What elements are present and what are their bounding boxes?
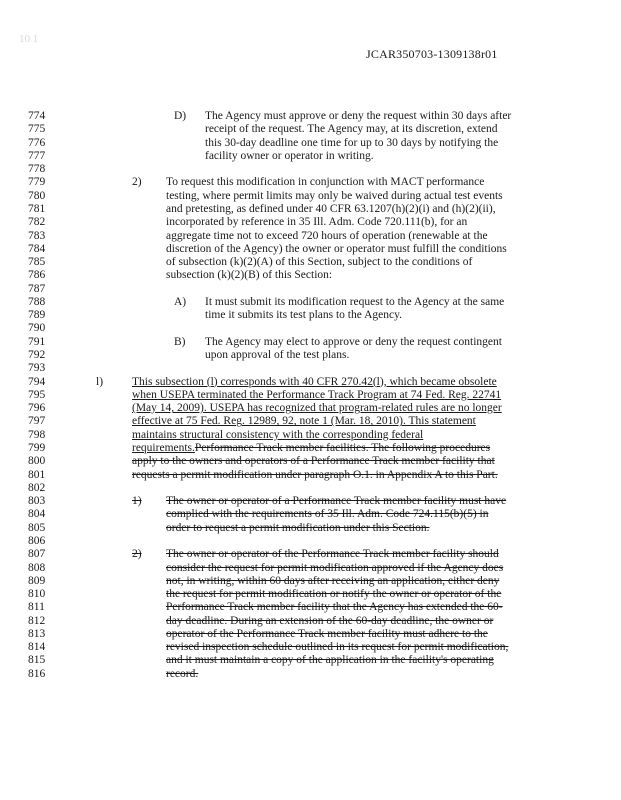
text-line: The owner or operator of a Performance Track member facility must have: [166, 495, 507, 508]
line-number: 786: [28, 269, 46, 282]
line-number: 814: [28, 641, 46, 654]
subsection-label: 1): [132, 495, 142, 508]
line-number: 806: [28, 534, 46, 547]
text-line: the request for permit modification or notify the owner or operator of the: [166, 588, 502, 601]
line-number: 798: [28, 428, 46, 441]
line-number: 789: [28, 309, 46, 322]
line-number: 813: [28, 627, 46, 640]
line-number: 774: [28, 110, 46, 122]
text-line: consider the request for permit modification approved if the Agency does: [166, 561, 504, 574]
text-line: and pretesting, as defined under 40 CFR 63.1207(h)(2)(i) and (h)(2)(ii),: [166, 202, 496, 215]
text-line: incorporated by reference in 35 Ill. Adm. Code 720.111(b), for an: [166, 216, 468, 229]
line-number: 794: [28, 375, 46, 388]
text-line: upon approval of the test plans.: [205, 349, 350, 362]
text-line: To request this modification in conjunction with MACT performance: [166, 176, 485, 189]
text-line: day deadline. During an extension of the 60-day deadline, the owner or: [166, 614, 494, 627]
line-number: 783: [28, 229, 46, 242]
line-number: 787: [28, 282, 46, 295]
line-number: 791: [28, 335, 46, 348]
line-number: 776: [28, 136, 46, 149]
line-number: 799: [28, 442, 46, 454]
line-number: 782: [28, 216, 46, 229]
text-line: this 30-day deadline one time for up to 30 days by notifying the: [205, 136, 499, 149]
text-line: and it must maintain a copy of the application in the facility's operating: [166, 654, 494, 667]
text-line: discretion of the Agency) the owner or operator must fulfill the conditions: [166, 242, 507, 255]
line-number: 802: [28, 481, 46, 494]
line-number: 777: [28, 149, 46, 162]
subsection-label: 2): [132, 176, 142, 189]
line-number: 812: [28, 614, 46, 627]
subsection-label: l): [96, 375, 104, 388]
text-line: The owner or operator of the Performance Track member facility should: [166, 548, 499, 561]
text-line: record.: [166, 667, 199, 680]
line-number: 775: [28, 123, 46, 136]
line-number: 790: [28, 322, 46, 335]
line-number: 778: [28, 163, 46, 176]
line-number: 781: [28, 202, 46, 215]
text-line: receipt of the request. The Agency may, at its discretion, extend: [205, 123, 498, 136]
line-number: 784: [28, 242, 46, 255]
text-line: The Agency may elect to approve or deny the request contingent: [205, 335, 502, 348]
subsection-label: A): [174, 295, 187, 308]
line-number: 788: [28, 295, 46, 308]
text-line: testing, where permit limits may only be waived during actual test events: [166, 189, 503, 202]
line-number: 809: [28, 574, 46, 587]
line-number: 803: [28, 495, 46, 508]
text-line: Performance Track member facility that the Agency has extended the 60-: [166, 601, 503, 614]
line-number: 811: [28, 601, 45, 614]
inserted-text-line: effective at 75 Fed. Reg. 12989, 92, note 1 (Mar. 18, 2010). This statement: [132, 415, 476, 428]
line-number: 792: [28, 349, 46, 362]
text-line: facility owner or operator in writing.: [205, 149, 374, 162]
mixed-text-line: [132, 442, 490, 455]
line-number: 807: [28, 548, 46, 561]
text-line: time it submits its test plans to the Agency.: [205, 309, 402, 322]
line-number: 797: [28, 415, 46, 428]
line-number: 810: [28, 588, 46, 601]
line-number: 795: [28, 388, 46, 401]
text-line: not, in writing, within 60 days after receiving an application, either deny: [166, 574, 500, 587]
subsection-label: 2): [132, 548, 142, 561]
line-number: 816: [28, 667, 46, 680]
text-line: The Agency must approve or deny the request within 30 days after: [205, 110, 512, 122]
deleted-text-line: apply to the owners and operators of a Performance Track member facility that: [132, 455, 495, 468]
deleted-text-line: requests a permit modification under paragraph O.1. in Appendix A to this Part.: [132, 468, 498, 481]
text-line: aggregate time not to exceed 720 hours of operation (renewable at the: [166, 229, 488, 242]
subsection-label: B): [174, 335, 186, 348]
line-number: 796: [28, 402, 46, 415]
line-number: 808: [28, 561, 46, 574]
line-number: 815: [28, 654, 46, 667]
inserted-text: requirements.: [132, 442, 195, 454]
text-line: order to request a permit modification under this Section.: [166, 521, 430, 534]
inserted-text-line: This subsection (l) corresponds with 40 CFR 270.42(l), which became obsolete: [132, 375, 497, 388]
inserted-text-line: maintains structural consistency with the corresponding federal: [132, 428, 424, 441]
inserted-text-line: (May 14, 2009). USEPA has recognized that program-related rules are no longer: [132, 402, 502, 415]
text-line: complied with the requirements of 35 Ill. Adm. Code 724.115(b)(5) in: [166, 508, 489, 521]
line-number: 800: [28, 455, 46, 468]
line-number: 805: [28, 521, 46, 534]
text-line: of subsection (k)(2)(A) of this Section, subject to the conditions of: [166, 256, 473, 269]
line-number: 779: [28, 176, 46, 189]
line-number: 780: [28, 189, 46, 202]
text-line: operator of the Performance Track member facility must adhere to the: [166, 627, 488, 640]
inserted-text-line: when USEPA terminated the Performance Track Program at 74 Fed. Reg. 22741: [132, 388, 502, 401]
line-number: 801: [28, 468, 46, 481]
deleted-text: Performance Track member facilities. The following procedures: [194, 442, 491, 454]
scan-mark: 10 1: [19, 33, 39, 45]
line-number: 785: [28, 256, 46, 269]
line-number: 804: [28, 508, 46, 521]
text-line: subsection (k)(2)(B) of this Section:: [166, 269, 333, 282]
text-line: It must submit its modification request to the Agency at the same: [205, 295, 505, 308]
line-number: 793: [28, 362, 46, 375]
document-id: JCAR350703-1309138r01: [366, 47, 498, 61]
subsection-label: D): [174, 110, 187, 122]
text-line: revised inspection schedule outlined in its request for permit modification,: [166, 641, 509, 654]
